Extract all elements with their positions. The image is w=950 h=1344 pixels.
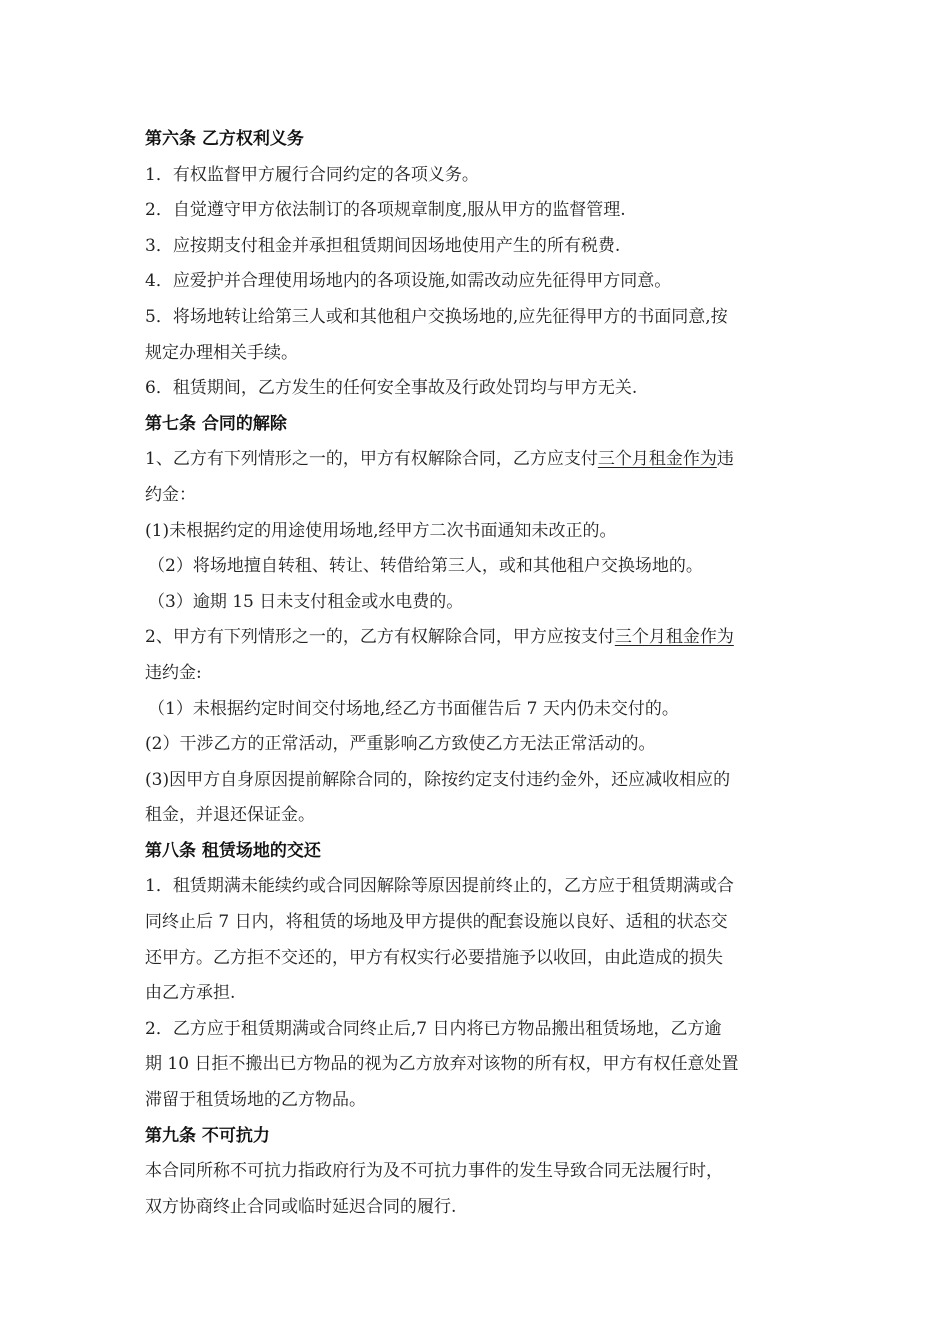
article6-clause-3: 3．应按期支付租金并承担租赁期间因场地使用产生的所有税费. [145,235,621,256]
article7-para2-item2: (2）干涉乙方的正常活动，严重影响乙方致使乙方无法正常活动的。 [145,734,656,755]
article7-para2-line2: 违约金: [145,662,202,683]
article7-para1-tail: 违 [716,449,734,470]
article7-para1-item2: （2）将场地擅自转租、转让、转借给第三人，或和其他租户交换场地的。 [148,556,703,577]
article7-para1-line1 [145,442,810,478]
article8-para1-line3: 还甲方。乙方拒不交还的，甲方有权实行必要措施予以收回，由此造成的损失 [145,947,723,968]
article7-para2-underlined: 三个月租金作为 [614,627,734,648]
article8-para1-line4: 由乙方承担. [145,983,236,1004]
article7-para2-item3-line1: (3)因甲方自身原因提前解除合同的，除按约定支付违约金外，还应减收相应的 [145,769,731,790]
article9-para1-line2: 双方协商终止合同或临时延迟合同的履行. [145,1196,457,1217]
article8-title: 第八条 租赁场地的交还 [145,840,321,861]
article7-para2-line1 [145,620,810,656]
article6-clause-5-line2: 规定办理相关手续。 [145,342,298,363]
article8-para2-line1: 2．乙方应于租赁期满或合同终止后,7 日内将已方物品搬出租赁场地，乙方逾 [145,1018,722,1039]
article8-para1-line2: 同终止后 7 日内，将租赁的场地及甲方提供的配套设施以良好、适租的状态交 [145,912,728,933]
article7-para2-text: 2、甲方有下列情形之一的，乙方有权解除合同，甲方应按支付 [145,627,615,648]
article7-para1-line2: 约金： [145,484,196,505]
article7-para2-item3-line2: 租金，并退还保证金。 [145,805,315,826]
article7-title: 第七条 合同的解除 [145,413,287,434]
article9-para1-line1: 本合同所称不可抗力指政府行为及不可抗力事件的发生导致合同无法履行时， [145,1161,723,1182]
article7-para1-item1: (1)未根据约定的用途使用场地,经甲方二次书面通知未改正的。 [145,520,617,541]
article6-title: 第六条 乙方权利义务 [145,129,304,149]
article6-clause-2: 2．自觉遵守甲方依法制订的各项规章制度,服从甲方的监督管理. [145,200,626,221]
contract-page [145,122,810,1225]
article8-para2-line3: 滞留于租赁场地的乙方物品。 [145,1090,366,1111]
article8-para1-line1: 1．租赁期满未能续约或合同因解除等原因提前终止的，乙方应于租赁期满或合 [145,876,734,897]
article6-clause-6: 6．租赁期间，乙方发生的任何安全事故及行政处罚均与甲方无关. [145,378,638,399]
article7-para1-text: 1、乙方有下列情形之一的，甲方有权解除合同，乙方应支付 [145,449,598,470]
article7-para1-underlined: 三个月租金作为 [597,449,717,470]
article8-para2-line2: 期 10 日拒不搬出已方物品的视为乙方放弃对该物的所有权，甲方有权任意处置 [145,1054,739,1075]
article6-clause-5-line1: 5．将场地转让给第三人或和其他租户交换场地的,应先征得甲方的书面同意,按 [145,306,728,327]
article6-clause-1: 1．有权监督甲方履行合同约定的各项义务。 [145,164,479,185]
article7-para2-item1: （1）未根据约定时间交付场地,经乙方书面催告后 7 天内仍未交付的。 [148,698,679,719]
article9-title: 第九条 不可抗力 [145,1125,270,1146]
article6-clause-4: 4．应爱护并合理使用场地内的各项设施,如需改动应先征得甲方同意。 [145,271,672,292]
article7-para1-item3: （3）逾期 15 日未支付租金或水电费的。 [148,591,464,612]
